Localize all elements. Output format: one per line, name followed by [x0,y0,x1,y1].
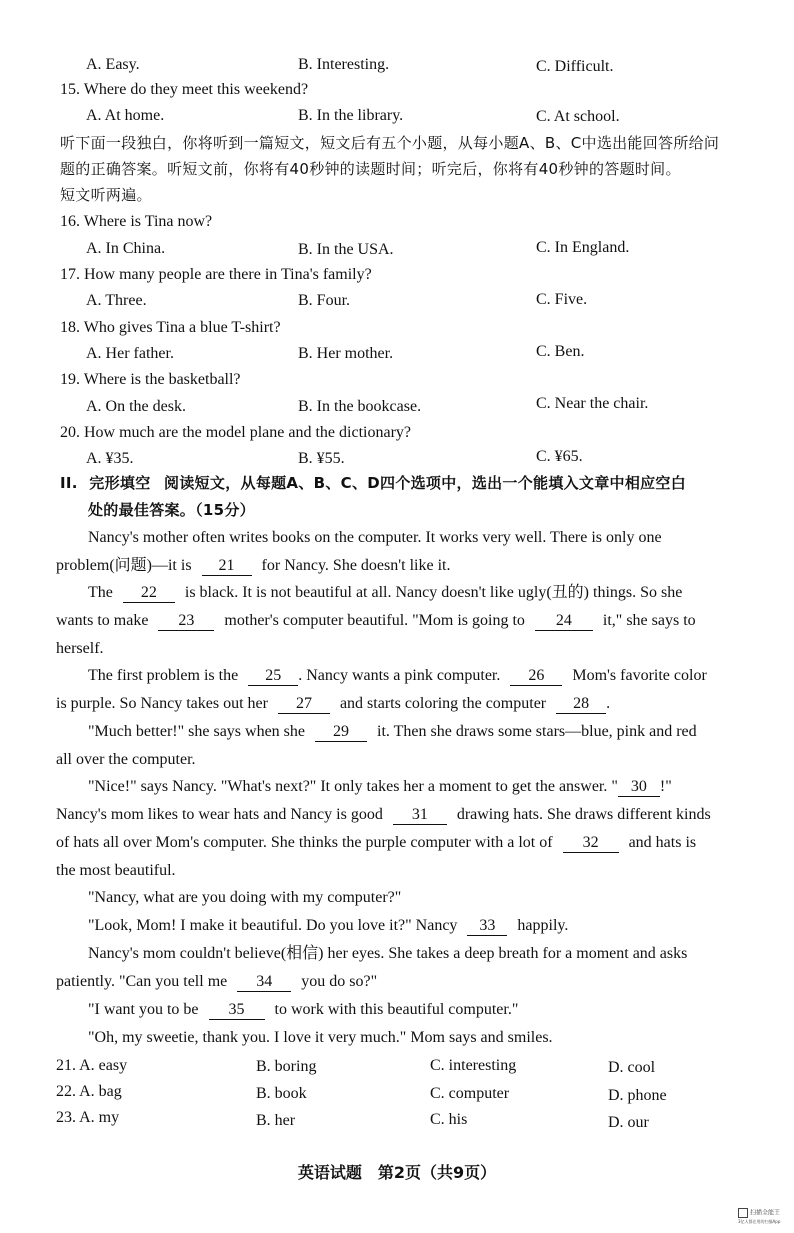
q22-option-d: D. phone [608,1087,667,1104]
q17-option-c: C. Five. [536,291,588,308]
q14-option-a: A. Easy. [86,56,140,73]
cloze-heading-rest: 阅读短文，从每题A、B、C、D四个选项中，选出一个能填入文章中相应空白 [164,474,687,492]
passage-line [56,694,610,714]
q18-question: 18. Who gives Tina a blue T-shirt? [60,319,281,336]
passage-text: . Nancy wants a pink computer. [298,667,501,684]
cloze-heading [60,473,686,493]
passage-line [56,556,450,576]
q16-option-c: C. In England. [536,239,630,256]
passage-line: "Nancy, what are you doing with my computer?" [88,889,402,906]
q19-option-c: C. Near the chair. [536,395,649,412]
q20-question: 20. How much are the model plane and the dictionary? [60,424,411,441]
passage-text: drawing hats. She draws different kinds [456,806,711,823]
q22-option-c: C. computer [430,1085,510,1102]
passage-text: happily. [517,917,569,934]
passage-text: Mom's favorite color [572,667,707,684]
passage-line: all over the computer. [56,751,196,768]
passage-line [88,777,672,797]
passage-line [88,1000,518,1020]
passage-line [88,583,682,603]
passage-text: Nancy's mom likes to wear hats and Nancy is good [56,806,383,823]
blank-32: 32 [563,834,619,853]
scanner-watermark [738,1208,788,1226]
q15-option-c: C. At school. [536,108,620,125]
stamp-line1: 扫描全能王 [750,1209,781,1217]
page-footer: 英语试题 第2页（共9页） [297,1163,497,1182]
passage-line [56,833,696,853]
passage-text: it," she says to [602,612,696,629]
passage-text: "Much better!" she says when she [88,723,306,740]
q14-option-b: B. Interesting. [298,56,390,73]
q22-option-a: 22. A. bag [56,1083,122,1100]
q18-option-a: A. Her father. [86,345,174,362]
passage-text: !" [659,778,672,795]
blank-34: 34 [237,973,291,992]
passage-text: "Look, Mom! I make it beautiful. Do you love it?" Nancy [88,917,458,934]
blank-24: 24 [535,612,593,631]
q15-option-a: A. At home. [86,107,165,124]
blank-26: 26 [510,667,562,686]
passage-line: herself. [56,640,104,657]
q20-option-c: C. ¥65. [536,448,583,465]
passage-line: Nancy's mom couldn't believe(相信) her eyes. She takes a deep breath for a moment and asks [88,945,688,962]
q19-option-a: A. On the desk. [86,398,186,415]
passage-text: is purple. So Nancy takes out her [56,695,268,712]
passage-instruction-3: 短文听两遍。 [60,186,152,204]
passage-instruction-1: 听下面一段独白，你将听到一篇短文，短文后有五个小题，从每小题A、B、C中选出能回答所给问 [60,134,720,152]
passage-text: and starts coloring the computer [339,695,547,712]
q23-option-a: 23. A. my [56,1109,120,1126]
passage-text: "Nice!" says Nancy. "What's next?" It only takes her a moment to get the answer. " [88,778,618,795]
q16-option-b: B. In the USA. [298,241,394,258]
blank-23: 23 [158,612,214,631]
q21-option-b: B. boring [256,1058,317,1075]
q17-option-b: B. Four. [298,292,351,309]
blank-28: 28 [556,695,606,714]
q14-option-c: C. Difficult. [536,58,614,75]
q17-question: 17. How many people are there in Tina's family? [60,266,372,283]
passage-line [56,611,696,631]
passage-line: Nancy's mother often writes books on the computer. It works very well. There is only one [88,529,662,546]
q16-option-a: A. In China. [86,240,166,257]
stamp-line2: 3亿人都在用的扫描App [738,1219,781,1224]
q23-option-b: B. her [256,1112,296,1129]
blank-22: 22 [123,584,175,603]
passage-line [56,805,711,825]
q23-option-c: C. his [430,1111,468,1128]
passage-text: The [88,584,113,601]
passage-text: it. Then she draws some stars—blue, pink and red [377,723,697,740]
blank-27: 27 [278,695,330,714]
q21-option-c: C. interesting [430,1057,517,1074]
passage-line [88,722,697,742]
passage-text: and hats is [628,834,697,851]
blank-31: 31 [393,806,447,825]
q21-option-d: D. cool [608,1059,656,1076]
q21-option-a: 21. A. easy [56,1057,128,1074]
passage-text: for Nancy. She doesn't like it. [261,557,451,574]
q17-option-a: A. Three. [86,292,147,309]
passage-text: patiently. "Can you tell me [56,973,228,990]
passage-line: the most beautiful. [56,862,176,879]
passage-instruction-2: 题的正确答案。听短文前，你将有40秒钟的读题时间；听完后，你将有40秒钟的答题时间。 [60,160,681,178]
passage-text: problem(问题)—it is [56,557,192,574]
passage-text: is black. It is not beautiful at all. Nancy doesn't like ugly(丑的) things. So she [184,584,683,601]
q20-option-a: A. ¥35. [86,450,134,467]
cloze-heading-line2: 处的最佳答案。（15分） [88,501,255,519]
blank-25: 25 [248,667,298,686]
blank-29: 29 [315,723,367,742]
passage-line [88,916,568,936]
q16-question: 16. Where is Tina now? [60,213,213,230]
blank-33: 33 [467,917,507,936]
passage-text: wants to make [56,612,149,629]
q18-option-c: C. Ben. [536,343,585,360]
q18-option-b: B. Her mother. [298,345,394,362]
q22-option-b: B. book [256,1085,307,1102]
q20-option-b: B. ¥55. [298,450,345,467]
passage-text: . [606,695,611,712]
passage-line: "Oh, my sweetie, thank you. I love it very much." Mom says and smiles. [88,1029,553,1046]
scanner-logo-icon [738,1208,748,1218]
q19-question: 19. Where is the basketball? [60,371,241,388]
passage-text: you do so?" [301,973,378,990]
blank-35: 35 [209,1001,265,1020]
q15-option-b: B. In the library. [298,107,404,124]
passage-text: "I want you to be [88,1001,199,1018]
passage-line [56,972,377,992]
cloze-heading-num: II. [60,474,78,492]
blank-21: 21 [202,557,252,576]
q15-question: 15. Where do they meet this weekend? [60,81,309,98]
passage-text: mother's computer beautiful. "Mom is going to [224,612,525,629]
q19-option-b: B. In the bookcase. [298,398,422,415]
passage-line [88,666,707,686]
passage-text: of hats all over Mom's computer. She thinks the purple computer with a lot of [56,834,553,851]
blank-30: 30 [618,778,660,797]
q23-option-d: D. our [608,1114,649,1131]
cloze-heading-title: 完形填空 [89,474,151,492]
passage-text: to work with this beautiful computer." [274,1001,519,1018]
passage-text: The first problem is the [88,667,239,684]
